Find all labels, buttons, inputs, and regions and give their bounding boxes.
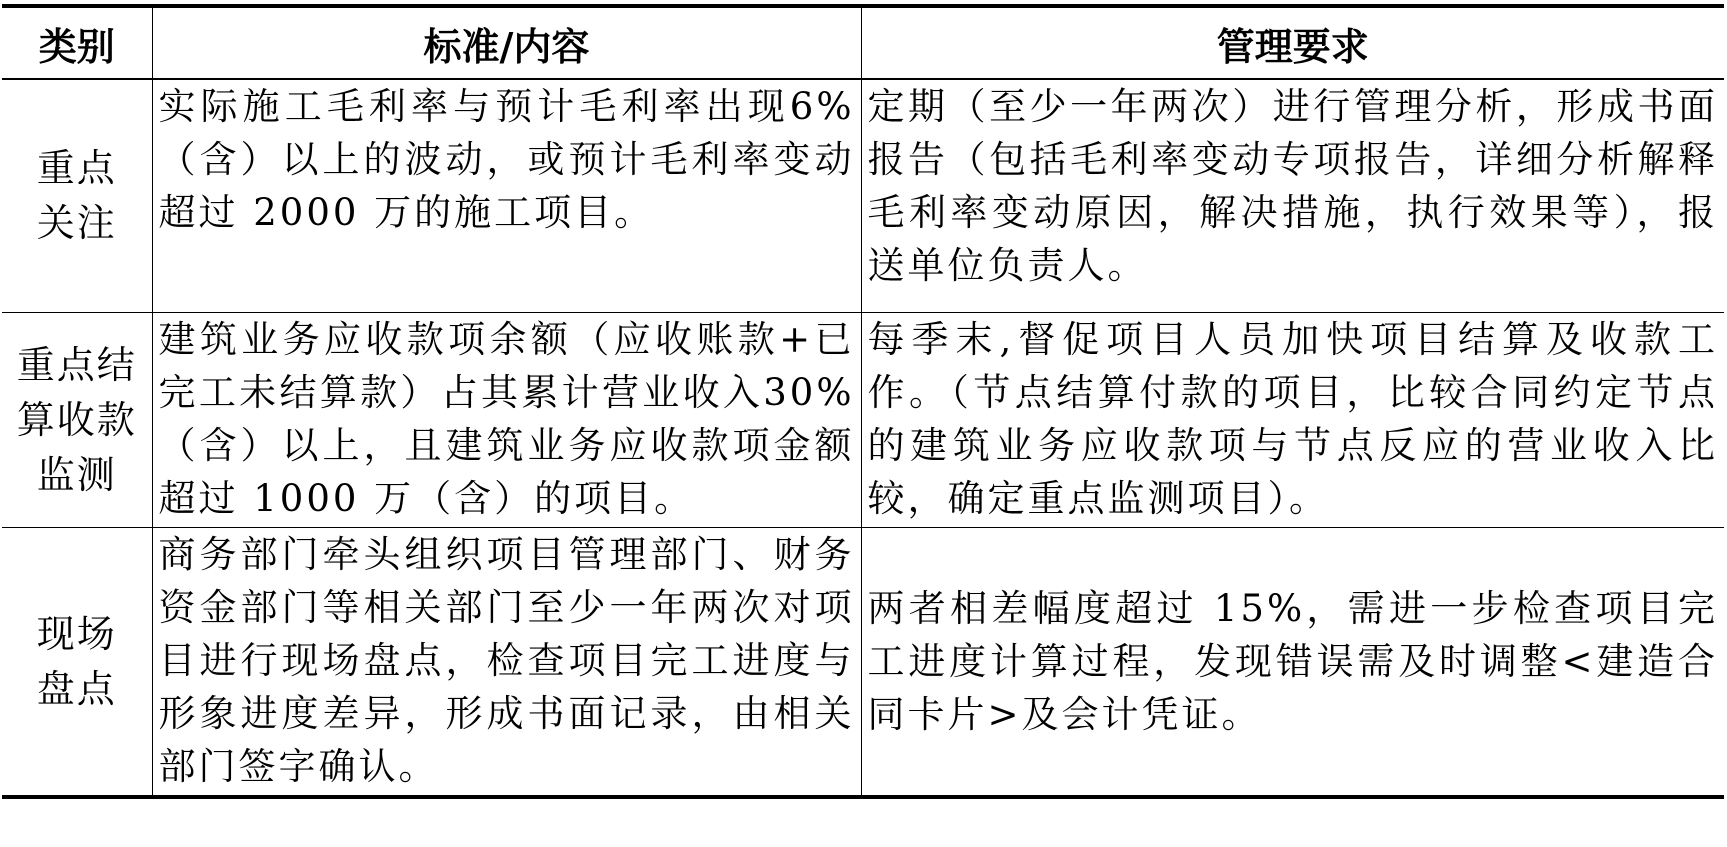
category-cell [2,79,152,313]
standard-cell: 商务部门牵头组织项目管理部门、财务资金部门等相关部门至少一年两次对项目进行现场盘点，检查项目完工进度与形象进度差异，形成书面记录，由相关部门签字确认。 [152,528,861,798]
requirement-cell: 每季末,督促项目人员加快项目结算及收款工作。（节点结算付款的项目，比较合同约定节点的建筑业务应收款项与节点反应的营业收入比较，确定重点监测项目）。 [861,313,1724,528]
table-row [2,79,1724,313]
header-category: 类别 [2,6,152,79]
category-cell [2,313,152,528]
category-text: 重点结 算收款 监测 [16,342,137,497]
requirement-cell: 两者相差幅度超过 15%，需进一步检查项目完工进度计算过程，发现错误需及时调整<建造合同卡片>及会计凭证。 [861,528,1724,798]
category-text: 重点 关注 [36,146,117,245]
table-header-row [2,6,1724,79]
category-cell [2,528,152,798]
header-requirement: 管理要求 [861,6,1724,79]
requirement-cell: 定期（至少一年两次）进行管理分析，形成书面报告（包括毛利率变动专项报告，详细分析解释毛利率变动原因，解决措施，执行效果等），报送单位负责人。 [861,79,1724,313]
header-standard: 标准/内容 [152,6,861,79]
standard-cell: 建筑业务应收款项余额（应收账款+已完工未结算款）占其累计营业收入30%（含）以上，且建筑业务应收款项金额超过 1000 万（含）的项目。 [152,313,861,528]
table-row [2,313,1724,528]
standard-cell: 实际施工毛利率与预计毛利率出现6%（含）以上的波动，或预计毛利率变动超过 2000 万的施工项目。 [152,79,861,313]
category-text: 现场 盘点 [36,611,117,711]
management-requirements-table [2,4,1724,799]
table-row [2,528,1724,798]
